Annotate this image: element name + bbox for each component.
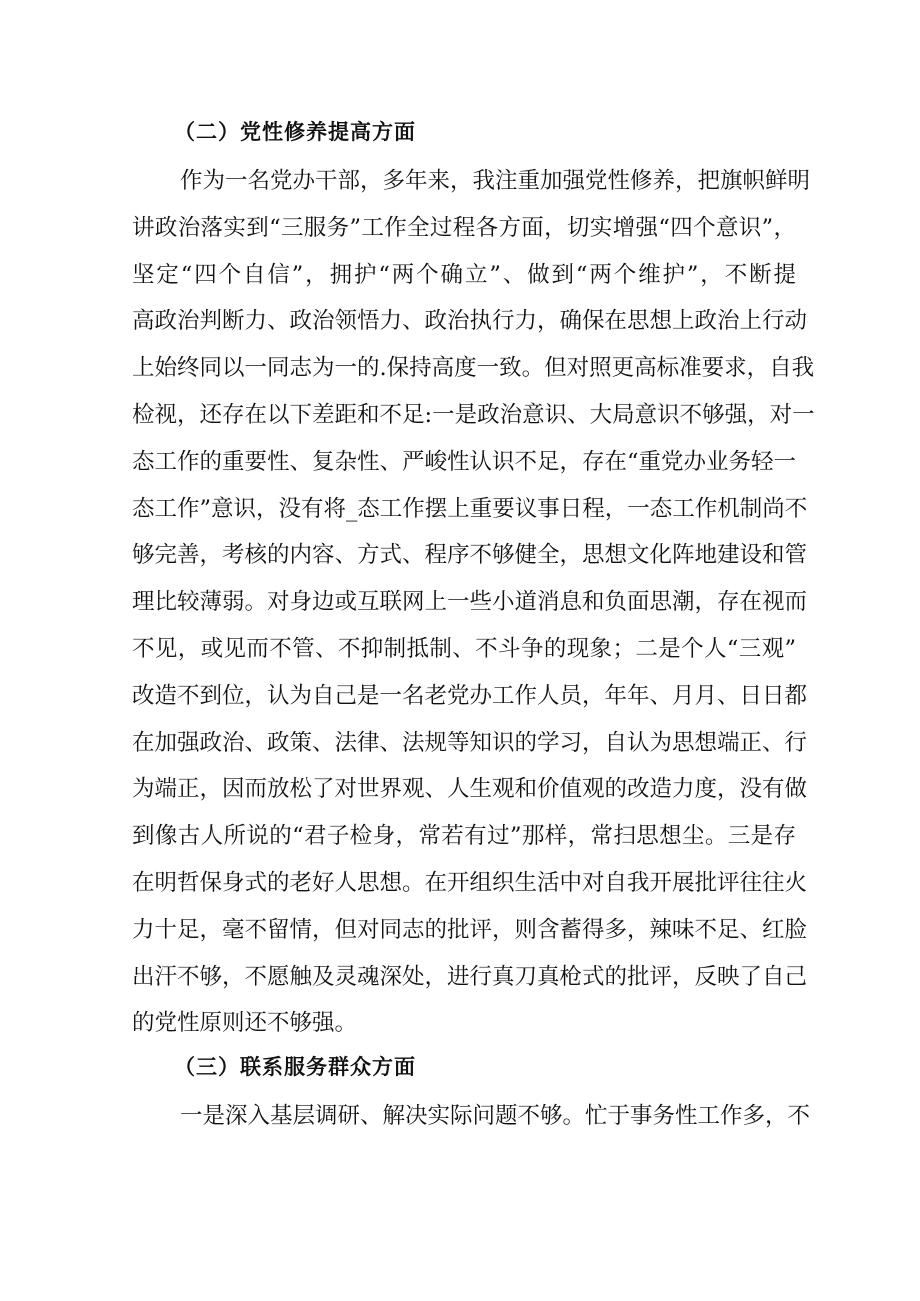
paragraph-line: 态工作的重要性、复杂性、严峻性认识不足，存在“重党办业务轻一 — [132, 448, 797, 475]
paragraph-line: 作为一名党办干部，多年来，我注重加强党性修养，把旗帜鲜明 — [180, 168, 811, 194]
paragraph-line: 坚定“四个自信”，拥护“两个确立”、做到“两个维护”，不断提 — [132, 261, 796, 288]
paragraph-line: 理比较薄弱。对身边或互联网上一些小道消息和负面思潮，存在视而 — [132, 589, 808, 616]
paragraph-line: 在明哲保身式的老好人思想。在开组织生活中对自我开展批评往往火 — [132, 869, 808, 896]
paragraph-line: 为端正，因而放松了对世界观、人生观和价值观的改造力度，没有做 — [132, 776, 808, 803]
paragraph-line: 上始终同以一同志为一的.保持高度一致。但对照更高标准要求，自我 — [132, 355, 815, 382]
paragraph-line: 够完善，考核的内容、方式、程序不够健全，思想文化阵地建设和管 — [132, 542, 808, 569]
section-heading-2: （二）党性修养提高方面 — [174, 120, 416, 144]
section-3-paragraph — [132, 1093, 811, 1140]
paragraph-line: 的党性原则还不够强。 — [132, 1010, 358, 1037]
paragraph-line: 检视，还存在以下差距和不足:一是政治意识、大局意识不够强，对一 — [132, 401, 815, 428]
paragraph-line: 出汗不够，不愿触及灵魂深处，进行真刀真枪式的批评，反映了自己 — [132, 963, 808, 990]
document-body — [132, 112, 815, 1140]
section-2-paragraph — [132, 158, 815, 1047]
paragraph-line: 一是深入基层调研、解决实际问题不够。忙于事务性工作多，不 — [180, 1103, 811, 1130]
paragraph-line: 在加强政治、政策、法律、法规等知识的学习，自认为思想端正、行 — [132, 729, 808, 756]
paragraph-line: 力十足，毫不留情，但对同志的批评，则含蓄得多，辣味不足、红脸 — [132, 916, 808, 943]
paragraph-line: 高政治判断力、政治领悟力、政治执行力，确保在思想上政治上行动 — [132, 308, 808, 335]
paragraph-line: 不见，或见而不管、不抑制抵制、不斗争的现象；二是个人“三观” — [132, 635, 796, 662]
section-heading-3: （三）联系服务群众方面 — [174, 1055, 416, 1080]
paragraph-line: 讲政治落实到“三服务”工作全过程各方面，切实增强“四个意识”， — [132, 214, 796, 241]
paragraph-line: 改造不到位，认为自己是一名老党办工作人员，年年、月月、日日都 — [132, 682, 808, 709]
paragraph-line: 到像古人所说的“君子检身，常若有过”那样，常扫思想尘。三是存 — [132, 823, 796, 850]
paragraph-line: 态工作”意识，没有将_态工作摆上重要议事日程，一态工作机制尚不 — [132, 495, 808, 522]
